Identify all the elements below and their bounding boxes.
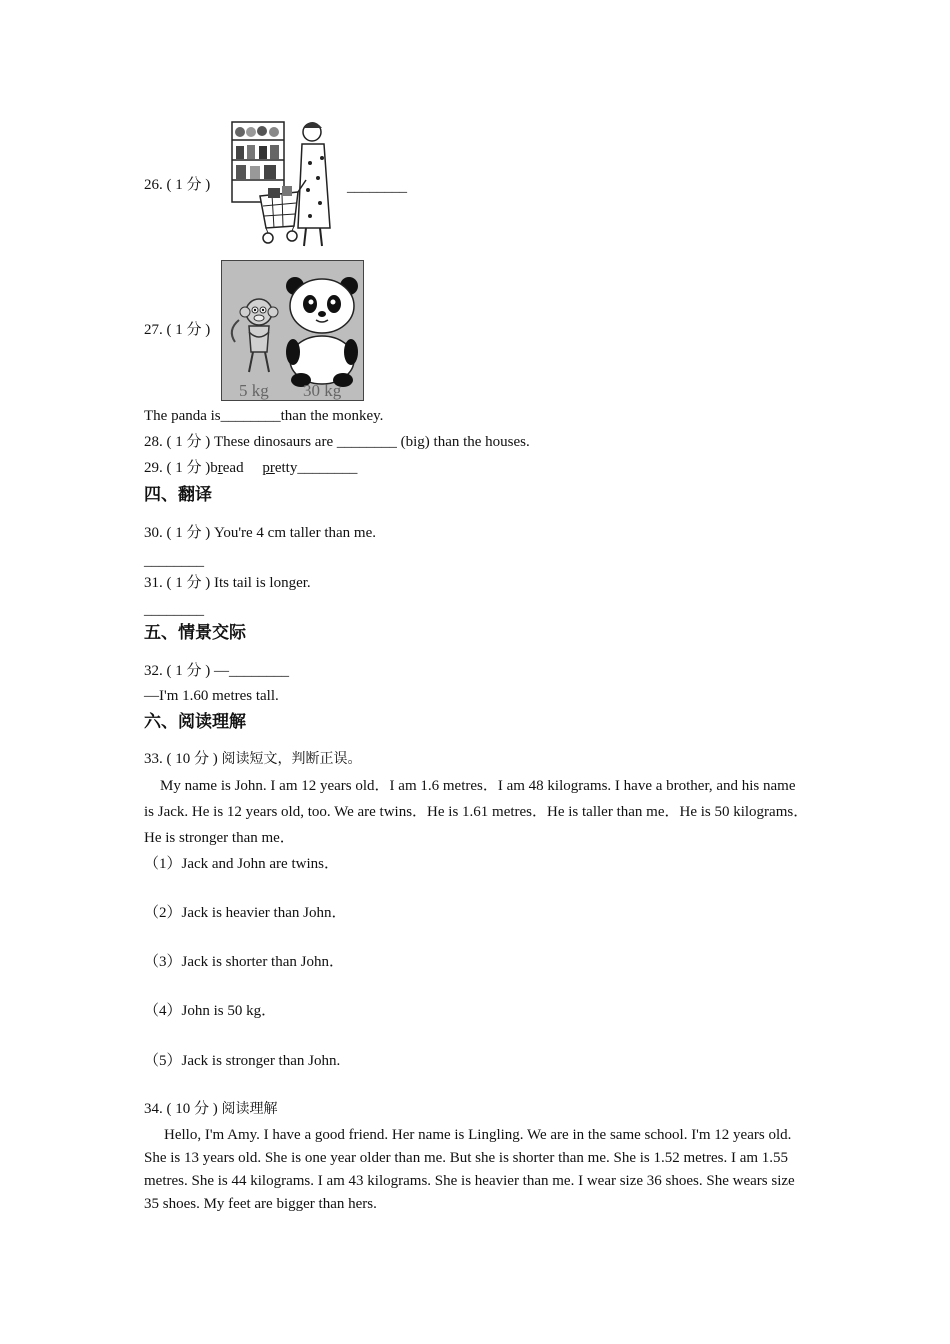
q29-question — [144, 459, 357, 477]
q34-passage: Hello, I'm Amy. I have a good friend. Her name is Lingling. We are in the same school. I'm 12 years old. She is 13 years old. She is one year older than me. But she is shorter than me. She is 1.52 metres. I am 1.55 metres. She is 44 kilograms. I am 43 kilograms. She is heavier than me. I wear size 36 shoes. She wears size 35 shoes. My feet are bigger than hers. — [144, 1127, 795, 1212]
q33-item-1: （1）Jack and John are twins． — [144, 856, 339, 872]
q31-label: 31. ( 1 分 ) — [144, 575, 211, 591]
panda-weight-label: 30 kg — [303, 381, 342, 400]
q29-word2: pretty — [262, 460, 298, 476]
q27-label: 27. ( 1 分 ) — [144, 322, 211, 338]
q26-answer-blank: ________ — [347, 179, 407, 195]
q28-label: 28. ( 1 分 ) — [144, 434, 211, 450]
q27-sentence — [144, 407, 383, 425]
q27-sentence-prefix: The panda is — [144, 408, 221, 424]
section-4-title: 四、翻译 — [144, 485, 212, 505]
q30-question — [144, 524, 376, 542]
q31-text: Its tail is longer. — [214, 575, 311, 591]
q26-label: 26. ( 1 分 ) — [144, 177, 211, 193]
q28-question — [144, 433, 530, 451]
q33-instruction: 阅读短文，判断正误。 — [221, 751, 362, 767]
q27-sentence-suffix: than the monkey. — [280, 408, 384, 424]
monkey-weight-label: 5 kg — [239, 381, 269, 400]
section-6-title: 六、阅读理解 — [144, 712, 246, 732]
q30-text: You're 4 cm taller than me. — [214, 525, 376, 541]
q31-question — [144, 574, 311, 592]
q27-answer-blank: ________ — [220, 408, 281, 424]
q29-answer-blank: ________ — [297, 460, 358, 476]
q33-item-2: （2）Jack is heavier than John． — [144, 905, 347, 921]
monkey-panda-illustration — [221, 260, 364, 401]
q33-item-4: （4）John is 50 kg． — [144, 1003, 277, 1019]
q34-label: 34. ( 10 分 ) — [144, 1101, 218, 1117]
q28-text: These dinosaurs are ________ (big) than the houses. — [214, 434, 530, 450]
q32-line2: —I'm 1.60 metres tall. — [144, 688, 279, 704]
q32-line1: —________ — [214, 663, 289, 679]
q33-label: 33. ( 10 分 ) — [144, 751, 218, 767]
q34-question — [144, 1100, 278, 1118]
q31-answer-blank: ________ — [144, 602, 204, 618]
q33-item-3: （3）Jack is shorter than John． — [144, 954, 344, 970]
supermarket-illustration — [230, 118, 340, 253]
q29-label: 29. ( 1 分 ) — [144, 460, 211, 476]
q29-word1: bread — [210, 460, 244, 476]
q30-label: 30. ( 1 分 ) — [144, 525, 211, 541]
q33-item-5: （5）Jack is stronger than John. — [144, 1053, 341, 1069]
q32-question — [144, 662, 289, 680]
q32-label: 32. ( 1 分 ) — [144, 663, 211, 679]
q33-question — [144, 750, 362, 768]
q34-instruction: 阅读理解 — [221, 1101, 278, 1117]
section-5-title: 五、情景交际 — [144, 623, 246, 643]
q30-answer-blank: ________ — [144, 553, 204, 569]
q33-passage: My name is John. I am 12 years old．I am 1.6 metres．I am 48 kilograms. I have a brother, and his name is Jack. He is 12 years old, too. We are twins．He is 1.61 metres．He is taller than me．He is 50 kilograms．He is stronger than me． — [144, 778, 809, 846]
